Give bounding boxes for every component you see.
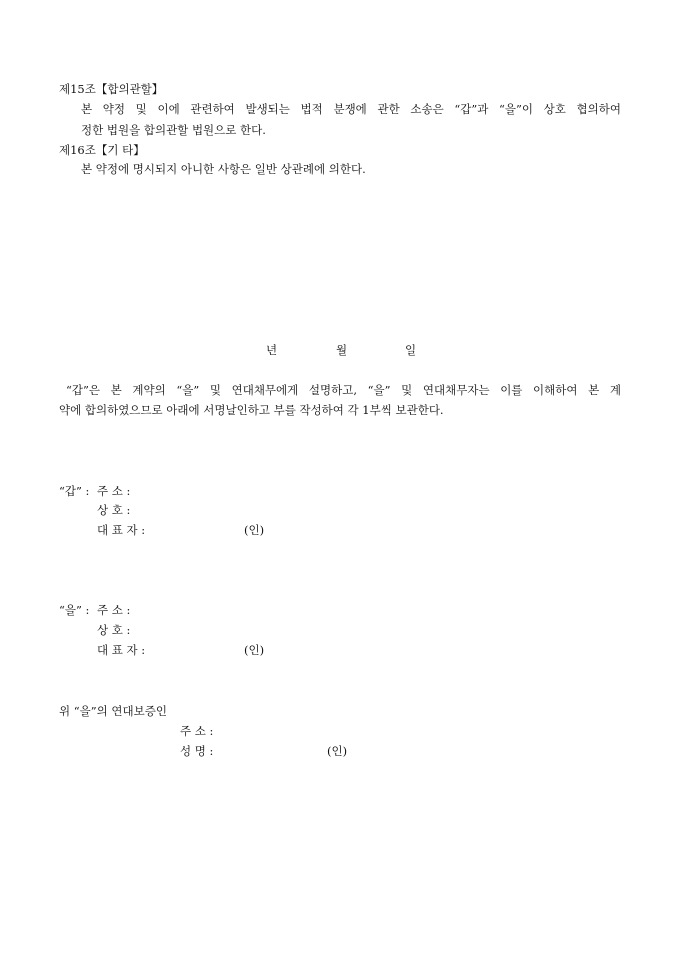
party-a-seal: (인) [244,523,265,537]
date-year-label: 년 [266,343,278,357]
article-16-body-line-1: 본 약정에 명시되지 아니한 사항은 일반 상관례에 의한다. [81,162,366,176]
article-15-body-line-1: 본 약정 및 이에 관련하여 발생되는 법적 분쟁에 관한 소송은 “갑”과 “을”이 상호 협의하여 [81,102,621,116]
guarantor-heading: 위 “을”의 연대보증인 [59,704,167,718]
confirmation-line-2: 약에 합의하였으므로 아래에 서명날인하고 부를 작성하여 각 1부씩 보관한다. [59,403,444,417]
party-a-address-label: 주 소 : [97,484,131,498]
guarantor-address-label: 주 소 : [180,724,214,738]
party-b-company-label: 상 호 : [97,623,131,637]
article-15-body-line-2: 정한 법원을 합의관할 법원으로 한다. [81,123,266,137]
party-a-company-label: 상 호 : [97,503,131,517]
date-month-label: 월 [336,343,348,357]
party-a-label: “갑” : [59,484,90,498]
confirmation-line-1: “갑”은 본 계약의 “을” 및 연대채무에게 설명하고, “을” 및 연대채무자는 이를 이해하여 본 계 [66,383,621,397]
party-b-label: “을” : [59,603,90,617]
party-b-address-label: 주 소 : [97,603,131,617]
article-15-title: 제15조【합의관할】 [59,82,164,96]
party-b-representative-label: 대 표 자 : [97,643,146,657]
party-b-seal: (인) [244,643,265,657]
guarantor-seal: (인) [327,744,348,758]
guarantor-name-label: 성 명 : [180,744,214,758]
date-day-label: 일 [405,343,417,357]
party-a-representative-label: 대 표 자 : [97,523,146,537]
article-16-title: 제16조【기 타】 [59,143,145,157]
